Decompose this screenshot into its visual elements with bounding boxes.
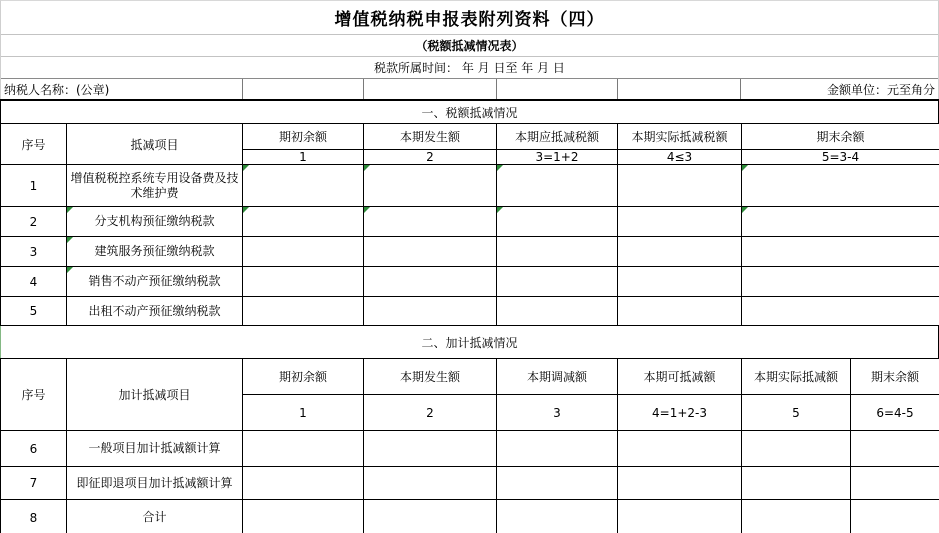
comment-marker-icon bbox=[364, 165, 370, 171]
amount-unit-label: 金额单位：元至角分 bbox=[740, 79, 938, 99]
table-row bbox=[1, 431, 939, 467]
data-cell[interactable] bbox=[497, 297, 618, 326]
tax-period-label: 税款所属时间： 年 月 日至 年 月 日 bbox=[1, 57, 938, 79]
s1-formula-2: 2 bbox=[364, 150, 497, 165]
comment-marker-icon bbox=[742, 207, 748, 213]
data-cell[interactable] bbox=[742, 165, 939, 207]
s2-formula-1: 1 bbox=[243, 395, 364, 431]
data-cell[interactable] bbox=[364, 467, 497, 500]
row-number: 6 bbox=[1, 431, 67, 467]
row-number: 3 bbox=[1, 237, 67, 267]
comment-marker-icon bbox=[67, 207, 73, 213]
data-cell[interactable] bbox=[742, 297, 939, 326]
row-label: 一般项目加计抵减额计算 bbox=[67, 431, 243, 467]
comment-marker-icon bbox=[742, 165, 748, 171]
data-cell[interactable] bbox=[497, 500, 618, 533]
section1-table bbox=[0, 123, 939, 326]
s1-header-deductible: 本期应抵减税额 bbox=[497, 124, 618, 150]
row-label: 建筑服务预征缴纳税款 bbox=[67, 237, 243, 267]
data-cell[interactable] bbox=[618, 237, 742, 267]
taxpayer-input-cell[interactable] bbox=[242, 79, 363, 99]
row-number: 5 bbox=[1, 297, 67, 326]
s1-formula-1: 1 bbox=[243, 150, 364, 165]
s2-formula-3: 3 bbox=[497, 395, 618, 431]
s1-formula-3: 3=1+2 bbox=[497, 150, 618, 165]
taxpayer-row bbox=[1, 79, 938, 99]
data-cell[interactable] bbox=[243, 297, 364, 326]
taxpayer-input-cell[interactable] bbox=[617, 79, 741, 99]
row-label: 销售不动产预征缴纳税款 bbox=[67, 267, 243, 297]
data-cell[interactable] bbox=[364, 207, 497, 237]
comment-marker-icon bbox=[364, 207, 370, 213]
table-row bbox=[1, 237, 939, 267]
data-cell[interactable] bbox=[497, 431, 618, 467]
s1-header-actually-deducted: 本期实际抵减税额 bbox=[618, 124, 742, 150]
taxpayer-input-cell[interactable] bbox=[363, 79, 496, 99]
data-cell[interactable] bbox=[851, 500, 939, 533]
row-label: 合计 bbox=[67, 500, 243, 533]
s2-header-deductible: 本期可抵减额 bbox=[618, 359, 742, 395]
s2-formula-4: 4=1+2-3 bbox=[618, 395, 742, 431]
data-cell[interactable] bbox=[497, 237, 618, 267]
form-table-area bbox=[0, 99, 939, 533]
data-cell[interactable] bbox=[243, 165, 364, 207]
data-cell[interactable] bbox=[851, 467, 939, 500]
data-cell[interactable] bbox=[851, 431, 939, 467]
s1-header-seq: 序号 bbox=[1, 124, 67, 165]
section2-title: 二、加计抵减情况 bbox=[0, 326, 939, 358]
s2-header-current-occurred: 本期发生额 bbox=[364, 359, 497, 395]
data-cell[interactable] bbox=[364, 500, 497, 533]
data-cell[interactable] bbox=[497, 267, 618, 297]
data-cell[interactable] bbox=[243, 267, 364, 297]
table-row bbox=[1, 267, 939, 297]
data-cell[interactable] bbox=[742, 237, 939, 267]
data-cell[interactable] bbox=[618, 431, 742, 467]
comment-marker-icon bbox=[243, 165, 249, 171]
data-cell[interactable] bbox=[742, 267, 939, 297]
data-cell[interactable] bbox=[364, 267, 497, 297]
table-row bbox=[1, 467, 939, 500]
table-row bbox=[1, 207, 939, 237]
comment-marker-icon bbox=[67, 267, 73, 273]
page-title: 增值税纳税申报表附列资料（四） bbox=[1, 1, 938, 35]
row-number: 8 bbox=[1, 500, 67, 533]
s1-formula-5: 5=3-4 bbox=[742, 150, 939, 165]
data-cell[interactable] bbox=[618, 467, 742, 500]
data-cell[interactable] bbox=[742, 467, 851, 500]
data-cell[interactable] bbox=[243, 431, 364, 467]
s2-header-ending-balance: 期末余额 bbox=[851, 359, 939, 395]
s1-header-current-occurred: 本期发生额 bbox=[364, 124, 497, 150]
data-cell[interactable] bbox=[364, 165, 497, 207]
comment-marker-icon bbox=[497, 207, 503, 213]
taxpayer-input-cell[interactable] bbox=[496, 79, 617, 99]
data-cell[interactable] bbox=[742, 431, 851, 467]
row-label: 分支机构预征缴纳税款 bbox=[67, 207, 243, 237]
section2-table bbox=[0, 358, 939, 533]
row-number: 7 bbox=[1, 467, 67, 500]
s2-formula-5: 5 bbox=[742, 395, 851, 431]
row-label: 出租不动产预征缴纳税款 bbox=[67, 297, 243, 326]
s2-header-opening-balance: 期初余额 bbox=[243, 359, 364, 395]
data-cell[interactable] bbox=[742, 207, 939, 237]
s2-header-item: 加计抵减项目 bbox=[67, 359, 243, 431]
data-cell[interactable] bbox=[497, 207, 618, 237]
row-number: 4 bbox=[1, 267, 67, 297]
table-row bbox=[1, 297, 939, 326]
data-cell[interactable] bbox=[618, 297, 742, 326]
form-header-area bbox=[0, 0, 939, 99]
s1-header-item: 抵减项目 bbox=[67, 124, 243, 165]
table-row bbox=[1, 500, 939, 533]
data-cell[interactable] bbox=[364, 237, 497, 267]
section1-title: 一、税额抵减情况 bbox=[0, 101, 939, 123]
data-cell[interactable] bbox=[497, 165, 618, 207]
s2-header-actually-deducted: 本期实际抵减额 bbox=[742, 359, 851, 395]
data-cell[interactable] bbox=[742, 500, 851, 533]
table-row bbox=[1, 165, 939, 207]
s2-header-seq: 序号 bbox=[1, 359, 67, 431]
s2-header-current-reduced: 本期调减额 bbox=[497, 359, 618, 395]
s1-header-ending-balance: 期末余额 bbox=[742, 124, 939, 150]
row-label: 增值税税控系统专用设备费及技术维护费 bbox=[67, 165, 243, 207]
data-cell[interactable] bbox=[243, 500, 364, 533]
data-cell[interactable] bbox=[618, 500, 742, 533]
data-cell[interactable] bbox=[243, 237, 364, 267]
comment-marker-icon bbox=[497, 165, 503, 171]
data-cell[interactable] bbox=[243, 467, 364, 500]
data-cell[interactable] bbox=[497, 467, 618, 500]
row-number: 2 bbox=[1, 207, 67, 237]
s1-formula-4: 4≤3 bbox=[618, 150, 742, 165]
comment-marker-icon bbox=[243, 207, 249, 213]
row-number: 1 bbox=[1, 165, 67, 207]
taxpayer-name-label: 纳税人名称：(公章) bbox=[4, 82, 110, 97]
form-subtitle: （税额抵减情况表） bbox=[1, 35, 938, 57]
data-cell[interactable] bbox=[364, 431, 497, 467]
data-cell[interactable] bbox=[618, 207, 742, 237]
comment-marker-icon bbox=[67, 237, 73, 243]
data-cell[interactable] bbox=[618, 267, 742, 297]
data-cell[interactable] bbox=[618, 165, 742, 207]
s1-header-opening-balance: 期初余额 bbox=[243, 124, 364, 150]
s2-formula-2: 2 bbox=[364, 395, 497, 431]
s2-formula-6: 6=4-5 bbox=[851, 395, 939, 431]
data-cell[interactable] bbox=[364, 297, 497, 326]
row-label: 即征即退项目加计抵减额计算 bbox=[67, 467, 243, 500]
data-cell[interactable] bbox=[243, 207, 364, 237]
